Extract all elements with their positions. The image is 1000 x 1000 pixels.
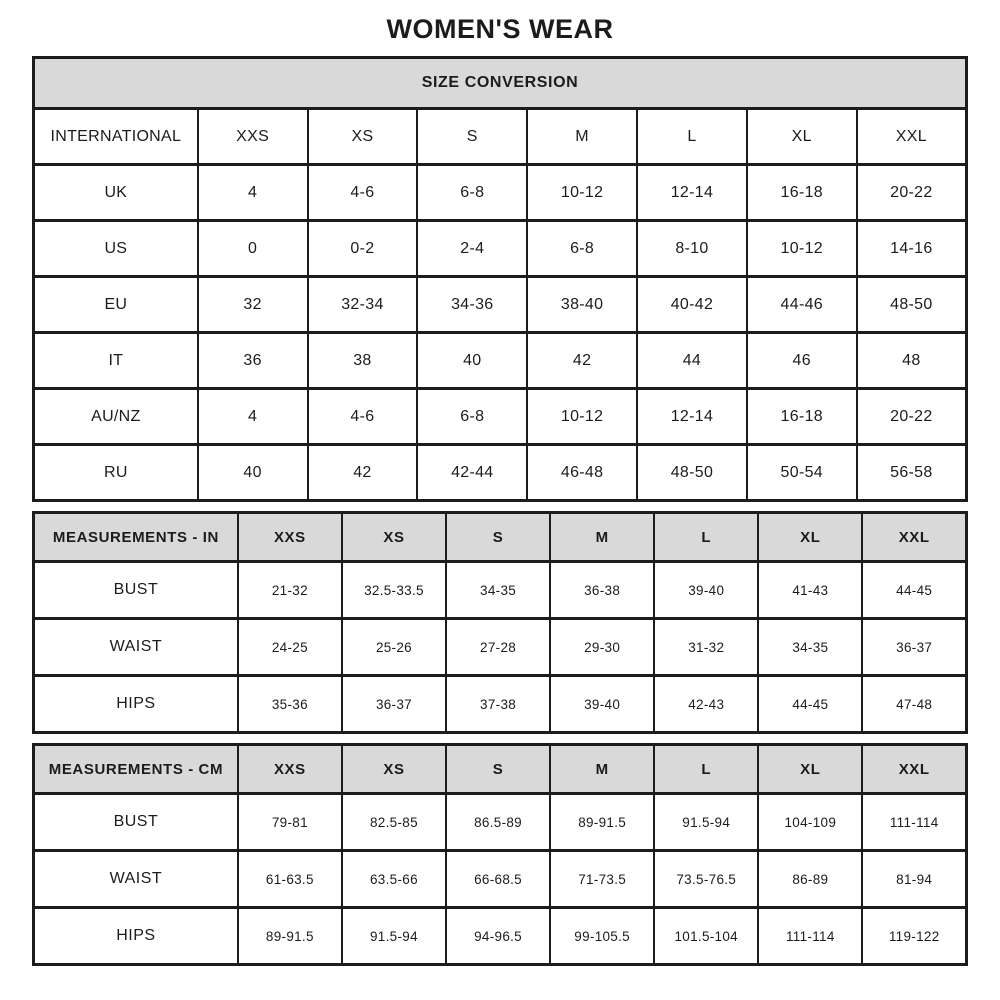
corner-header: MEASUREMENTS - CM: [34, 745, 238, 794]
size-column-header: S: [446, 513, 550, 562]
table-cell: 4-6: [308, 165, 418, 221]
table-cell: 56-58: [857, 445, 967, 501]
row-label: AU/NZ: [34, 389, 198, 445]
table-cell: 40: [417, 333, 527, 389]
table-cell: 42-43: [654, 676, 758, 733]
size-column-header: XXS: [238, 745, 342, 794]
table-cell: 20-22: [857, 165, 967, 221]
row-label: WAIST: [34, 851, 238, 908]
table-row: [34, 389, 967, 445]
table-row: [34, 676, 967, 733]
row-label: IT: [34, 333, 198, 389]
table-cell: 6-8: [417, 389, 527, 445]
table-cell: 81-94: [862, 851, 966, 908]
size-column-header: L: [654, 513, 758, 562]
table-cell: 40-42: [637, 277, 747, 333]
row-label: UK: [34, 165, 198, 221]
table-cell: 42-44: [417, 445, 527, 501]
size-conversion-table: [32, 56, 968, 502]
table-cell: 89-91.5: [550, 794, 654, 851]
size-column-header: M: [550, 513, 654, 562]
column-header-row: [34, 745, 967, 794]
table-cell: 44-45: [862, 562, 966, 619]
table-cell: 37-38: [446, 676, 550, 733]
table-cell: 8-10: [637, 221, 747, 277]
table-cell: 36-37: [342, 676, 446, 733]
table-cell: 39-40: [550, 676, 654, 733]
table-cell: 79-81: [238, 794, 342, 851]
table-cell: 35-36: [238, 676, 342, 733]
table-cell: 38: [308, 333, 418, 389]
table-cell: 91.5-94: [342, 908, 446, 965]
table-cell: 10-12: [747, 221, 857, 277]
corner-header: INTERNATIONAL: [34, 109, 198, 165]
table-cell: 42: [527, 333, 637, 389]
table-cell: 119-122: [862, 908, 966, 965]
table-cell: 44-45: [758, 676, 862, 733]
table-cell: 4: [198, 389, 308, 445]
table-cell: 46-48: [527, 445, 637, 501]
table-cell: 20-22: [857, 389, 967, 445]
size-column-header: S: [417, 109, 527, 165]
row-label: HIPS: [34, 908, 238, 965]
table-cell: 91.5-94: [654, 794, 758, 851]
table-cell: 34-36: [417, 277, 527, 333]
table-cell: 38-40: [527, 277, 637, 333]
column-header-row: [34, 513, 967, 562]
size-column-header: XXL: [862, 745, 966, 794]
table-row: [34, 562, 967, 619]
table-cell: 50-54: [747, 445, 857, 501]
size-column-header: XS: [342, 745, 446, 794]
table-cell: 63.5-66: [342, 851, 446, 908]
table-row: [34, 221, 967, 277]
table-cell: 34-35: [758, 619, 862, 676]
row-label: US: [34, 221, 198, 277]
table-cell: 36: [198, 333, 308, 389]
table-cell: 14-16: [857, 221, 967, 277]
table-cell: 24-25: [238, 619, 342, 676]
page-title: WOMEN'S WEAR: [386, 14, 614, 44]
row-label: EU: [34, 277, 198, 333]
size-column-header: XL: [758, 745, 862, 794]
table-cell: 31-32: [654, 619, 758, 676]
table-cell: 40: [198, 445, 308, 501]
table-cell: 46: [747, 333, 857, 389]
table-cell: 32.5-33.5: [342, 562, 446, 619]
table-cell: 21-32: [238, 562, 342, 619]
size-column-header: XS: [308, 109, 418, 165]
table-cell: 32: [198, 277, 308, 333]
table-cell: 61-63.5: [238, 851, 342, 908]
table-cell: 42: [308, 445, 418, 501]
table-row: [34, 445, 967, 501]
table-cell: 47-48: [862, 676, 966, 733]
table-cell: 6-8: [417, 165, 527, 221]
table-cell: 73.5-76.5: [654, 851, 758, 908]
table-row: [34, 333, 967, 389]
table-row: [34, 908, 967, 965]
row-label: WAIST: [34, 619, 238, 676]
measurements-in-table: [32, 511, 968, 734]
table-cell: 2-4: [417, 221, 527, 277]
size-column-header: XS: [342, 513, 446, 562]
table-cell: 101.5-104: [654, 908, 758, 965]
size-column-header: XL: [758, 513, 862, 562]
table-cell: 111-114: [862, 794, 966, 851]
table-cell: 25-26: [342, 619, 446, 676]
column-header-row: [34, 109, 967, 165]
table-row: [34, 794, 967, 851]
size-column-header: L: [654, 745, 758, 794]
table-cell: 27-28: [446, 619, 550, 676]
row-label: HIPS: [34, 676, 238, 733]
table-cell: 44: [637, 333, 747, 389]
table-cell: 82.5-85: [342, 794, 446, 851]
measurements-cm-table: [32, 743, 968, 966]
table-cell: 34-35: [446, 562, 550, 619]
table-title: SIZE CONVERSION: [34, 58, 967, 109]
table-row: [34, 619, 967, 676]
size-column-header: XXL: [857, 109, 967, 165]
size-column-header: S: [446, 745, 550, 794]
table-cell: 29-30: [550, 619, 654, 676]
size-column-header: XXL: [862, 513, 966, 562]
table-cell: 4-6: [308, 389, 418, 445]
table-cell: 41-43: [758, 562, 862, 619]
table-cell: 32-34: [308, 277, 418, 333]
table-cell: 16-18: [747, 165, 857, 221]
size-column-header: XXS: [238, 513, 342, 562]
table-cell: 66-68.5: [446, 851, 550, 908]
size-column-header: XL: [747, 109, 857, 165]
size-column-header: M: [527, 109, 637, 165]
size-column-header: L: [637, 109, 747, 165]
table-cell: 48-50: [857, 277, 967, 333]
table-title-row: [34, 58, 967, 109]
table-cell: 89-91.5: [238, 908, 342, 965]
table-cell: 6-8: [527, 221, 637, 277]
table-cell: 36-38: [550, 562, 654, 619]
table-cell: 86-89: [758, 851, 862, 908]
corner-header: MEASUREMENTS - IN: [34, 513, 238, 562]
table-row: [34, 851, 967, 908]
table-cell: 104-109: [758, 794, 862, 851]
table-cell: 0: [198, 221, 308, 277]
size-column-header: XXS: [198, 109, 308, 165]
size-column-header: M: [550, 745, 654, 794]
table-cell: 48-50: [637, 445, 747, 501]
row-label: RU: [34, 445, 198, 501]
table-cell: 4: [198, 165, 308, 221]
table-cell: 0-2: [308, 221, 418, 277]
row-label: BUST: [34, 562, 238, 619]
table-cell: 86.5-89: [446, 794, 550, 851]
table-cell: 94-96.5: [446, 908, 550, 965]
table-cell: 12-14: [637, 389, 747, 445]
table-cell: 71-73.5: [550, 851, 654, 908]
table-cell: 44-46: [747, 277, 857, 333]
table-cell: 12-14: [637, 165, 747, 221]
table-row: [34, 277, 967, 333]
table-cell: 10-12: [527, 165, 637, 221]
table-cell: 36-37: [862, 619, 966, 676]
table-cell: 48: [857, 333, 967, 389]
table-cell: 111-114: [758, 908, 862, 965]
table-cell: 39-40: [654, 562, 758, 619]
table-cell: 10-12: [527, 389, 637, 445]
row-label: BUST: [34, 794, 238, 851]
table-cell: 99-105.5: [550, 908, 654, 965]
table-cell: 16-18: [747, 389, 857, 445]
table-row: [34, 165, 967, 221]
